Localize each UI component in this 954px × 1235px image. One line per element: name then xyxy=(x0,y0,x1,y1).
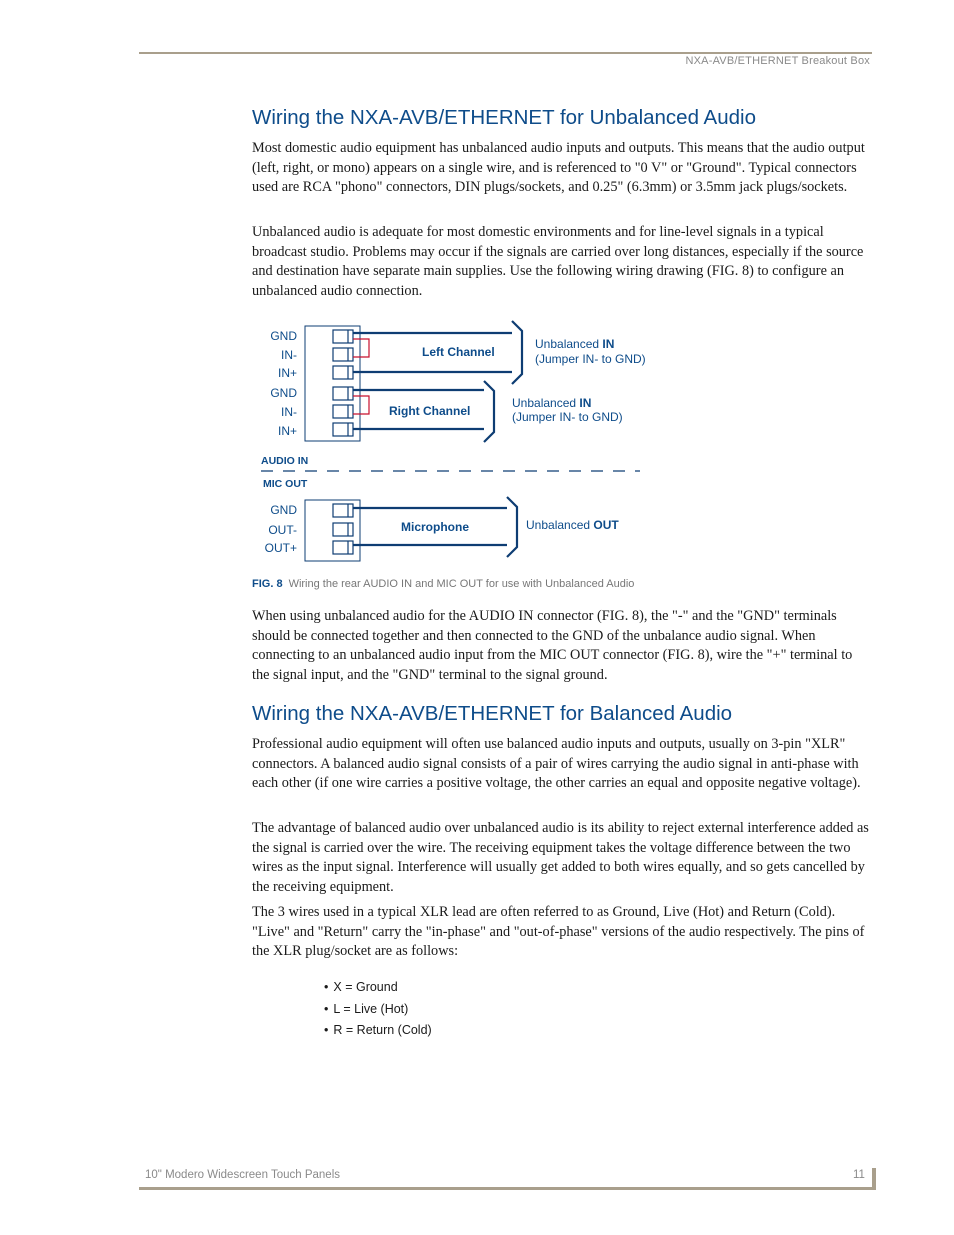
list-item: • X = Ground xyxy=(324,980,432,1002)
paragraph: When using unbalanced audio for the AUDIO IN connector (FIG. 8), the "-" and the "GND" terminals should be connected together and then connected to the GND of the unbalance audio signal. When connecting to an unbalanced audio input from the MIC OUT connector (FIG. 8), wire the "+" terminal to the signal input, and the "GND" terminal to the signal ground. xyxy=(252,608,853,683)
pin-label: IN+ xyxy=(277,366,297,380)
terminal-pin xyxy=(333,348,353,361)
paragraph: Most domestic audio equipment has unbalanced audio inputs and outputs. This means that the audio output (left, right, or mono) appears on a single wire, and is referenced to "0 V" or "Ground". Typical connectors used are RCA "phono" connectors, DIN plugs/sockets, and 0.25" (6.3mm) or 3.5mm jack plugs/sockets. xyxy=(252,140,865,196)
right-target-label: Unbalanced IN xyxy=(512,396,592,410)
terminal-pin xyxy=(333,423,353,436)
right-channel-connector-bracket xyxy=(484,381,494,442)
footer-title: 10" Modero Widescreen Touch Panels xyxy=(145,1169,341,1181)
left-channel-connector-bracket xyxy=(512,321,522,384)
figure-number: FIG. 8 xyxy=(252,578,283,590)
terminal-pin xyxy=(333,387,353,400)
paragraph: The advantage of balanced audio over unbalanced audio is its ability to reject external interference added as the signal is carried over the wire. The receiving equipment takes the voltage difference between the two wires as the input signal. Interference will usually get added to both wires equally, and so gets cancelled by the receiving equipment. xyxy=(252,820,869,895)
section-heading-unbalanced: Wiring the NXA-AVB/ETHERNET for Unbalanced Audio xyxy=(252,106,756,129)
paragraph: The 3 wires used in a typical XLR lead are often referred to as Ground, Live (Hot) and Return (Cold). "Live" and "Return" carry the "in-phase" and "out-of-phase" versions of the audio respectively. The pins of the XLR plug/socket are as follows: xyxy=(252,904,865,960)
mic-out-label: MIC OUT xyxy=(263,478,308,490)
right-target-note: (Jumper IN- to GND) xyxy=(512,410,623,424)
list-item: • L = Live (Hot) xyxy=(324,1002,432,1024)
jumper-wire xyxy=(353,339,369,414)
pin-label: IN- xyxy=(281,348,297,362)
audio-in-label: AUDIO IN xyxy=(261,455,309,467)
pin-label: GND xyxy=(270,386,297,400)
right-channel-label: Right Channel xyxy=(389,404,471,418)
paragraph: Professional audio equipment will often use balanced audio inputs and outputs, usually on 3-pin "XLR" connectors. A balanced audio signal consists of a pair of wires carrying the audio signal in anti-phase with each other (if one wire carries a positive voltage, the other carries an equal and opposite negative voltage). xyxy=(252,736,861,792)
list-item: • R = Return (Cold) xyxy=(324,1023,432,1045)
footer-rule xyxy=(139,1187,873,1190)
terminal-pin xyxy=(333,366,353,379)
pin-label: IN+ xyxy=(277,424,297,438)
pin-label: OUT- xyxy=(268,523,297,537)
page-number: 11 xyxy=(853,1169,865,1181)
running-header: NXA-AVB/ETHERNET Breakout Box xyxy=(685,55,870,67)
left-channel-label: Left Channel xyxy=(422,345,495,359)
mic-target-label: Unbalanced OUT xyxy=(526,518,619,532)
pin-label: OUT+ xyxy=(264,541,297,555)
figure-caption-text: Wiring the rear AUDIO IN and MIC OUT for use with Unbalanced Audio xyxy=(288,578,635,590)
pin-label: IN- xyxy=(281,405,297,419)
paragraph: Unbalanced audio is adequate for most domestic environments and for line-level signals in a typical broadcast studio. Problems may occur if the signals are carried over long distances, especially if the source and destination have separate main supplies. Use the following wiring drawing (FIG. 8) to configure an unbalanced audio connection. xyxy=(252,224,864,299)
section-heading-balanced: Wiring the NXA-AVB/ETHERNET for Balanced Audio xyxy=(252,702,733,725)
pin-label: GND xyxy=(270,503,297,517)
terminal-pin xyxy=(333,405,353,418)
xlr-pin-list xyxy=(324,980,432,1045)
pin-label: GND xyxy=(270,329,297,343)
figure-caption xyxy=(252,578,634,590)
terminal-pin xyxy=(333,504,353,517)
terminal-pin xyxy=(333,330,353,343)
microphone-label: Microphone xyxy=(401,520,469,534)
terminal-pin xyxy=(333,541,353,554)
terminal-pin xyxy=(333,523,353,536)
wiring-diagram-fig8 xyxy=(0,0,954,600)
microphone-connector-bracket xyxy=(507,497,517,557)
left-target-note: (Jumper IN- to GND) xyxy=(535,352,646,366)
left-target-label: Unbalanced IN xyxy=(535,337,615,351)
